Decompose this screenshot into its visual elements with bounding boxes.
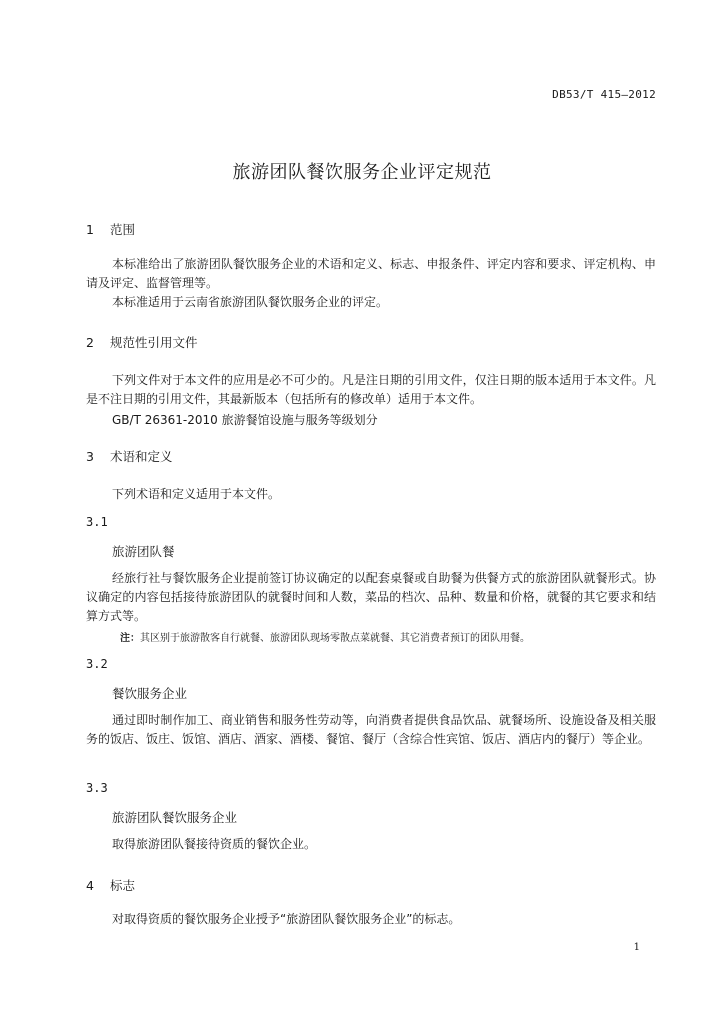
note-label: 注： bbox=[120, 633, 140, 644]
document-title: 旅游团队餐饮服务企业评定规范 bbox=[232, 162, 492, 183]
term-3-3-number: 3.3 bbox=[86, 781, 108, 795]
section-number: 1 bbox=[86, 222, 94, 237]
section-3-heading bbox=[86, 447, 173, 465]
section-1-heading bbox=[86, 220, 135, 238]
note-text: 其区别于旅游散客自行就餐、旅游团队现场零散点菜就餐、其它消费者预订的团队用餐。 bbox=[140, 633, 530, 644]
section-2-paragraph-1: 下列文件对于本文件的应用是必不可少的。凡是注日期的引用文件，仅注日期的版本适用于本文件。凡是不注日期的引用文件，其最新版本（包括所有的修改单）适用于本文件。 bbox=[86, 373, 656, 406]
section-title: 术语和定义 bbox=[109, 449, 173, 464]
term-3-2-definition: 通过即时制作加工、商业销售和服务性劳动等，向消费者提供食品饮品、就餐场所、设施设备及相关服务的饭店、饭庄、饭馆、酒店、酒家、酒楼、餐馆、餐厅（含综合性宾馆、饭店、酒店内的餐厅）等企业。 bbox=[86, 713, 656, 746]
section-2-heading bbox=[86, 333, 198, 351]
section-3-paragraph-1: 下列术语和定义适用于本文件。 bbox=[112, 487, 281, 501]
term-3-3-title: 旅游团队餐饮服务企业 bbox=[112, 810, 238, 825]
section-number: 2 bbox=[86, 335, 94, 350]
section-1-paragraph-2: 本标准适用于云南省旅游团队餐饮服务企业的评定。 bbox=[112, 295, 389, 309]
term-3-1-number: 3.1 bbox=[86, 515, 108, 529]
term-3-1-definition: 经旅行社与餐饮服务企业提前签订协议确定的以配套桌餐或自助餐为供餐方式的旅游团队就餐形式。协议确定的内容包括接待旅游团队的就餐时间和人数，菜品的档次、品种、数量和价格，就餐的其它要求和结算方式等。 bbox=[86, 571, 656, 623]
term-3-2-title: 餐饮服务企业 bbox=[112, 686, 188, 701]
page-number: 1 bbox=[633, 942, 640, 953]
section-title: 规范性引用文件 bbox=[109, 335, 198, 350]
section-number: 3 bbox=[86, 449, 94, 464]
section-number: 4 bbox=[86, 878, 94, 893]
term-3-1-note bbox=[120, 629, 530, 644]
section-title: 范围 bbox=[109, 222, 135, 237]
term-3-1-title: 旅游团队餐 bbox=[112, 544, 175, 559]
section-4-heading bbox=[86, 876, 135, 894]
section-1-paragraph-1: 本标准给出了旅游团队餐饮服务企业的术语和定义、标志、申报条件、评定内容和要求、评定机构、申请及评定、监督管理等。 bbox=[86, 257, 656, 290]
normative-reference: GB/T 26361-2010 旅游餐馆设施与服务等级划分 bbox=[112, 413, 378, 427]
section-title: 标志 bbox=[109, 878, 135, 893]
standard-code: DB53/T 415—2012 bbox=[552, 88, 656, 101]
term-3-2-number: 3.2 bbox=[86, 657, 108, 671]
term-3-3-definition: 取得旅游团队餐接待资质的餐饮企业。 bbox=[112, 837, 317, 851]
section-4-paragraph-1: 对取得资质的餐饮服务企业授予“旅游团队餐饮服务企业”的标志。 bbox=[112, 912, 461, 926]
